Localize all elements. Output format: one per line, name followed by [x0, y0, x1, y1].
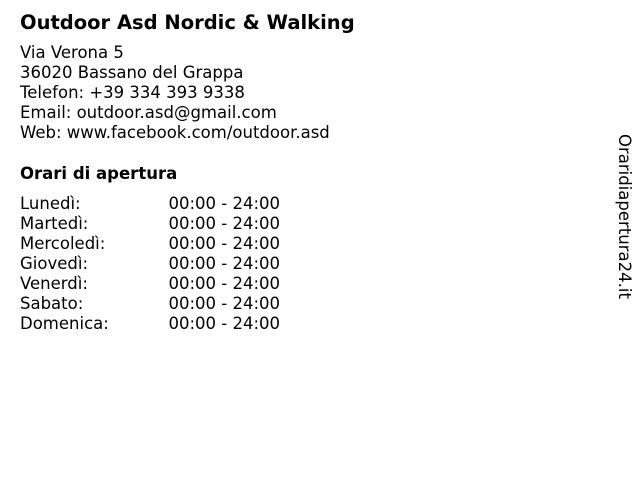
hours-row-monday	[20, 194, 280, 214]
hours-row-sunday	[20, 314, 280, 334]
hours-row-saturday	[20, 294, 280, 314]
time-range: 00:00 - 24:00	[168, 314, 280, 333]
hours-heading: Orari di apertura	[20, 164, 178, 183]
day-label: Lunedì:	[20, 194, 81, 213]
day-label: Sabato:	[20, 294, 84, 313]
day-label: Venerdì:	[20, 274, 88, 293]
web-line: Web: www.facebook.com/outdoor.asd	[20, 123, 330, 142]
hours-row-friday	[20, 274, 280, 294]
email-line: Email: outdoor.asd@gmail.com	[20, 103, 277, 122]
contact-block	[20, 43, 330, 143]
day-label: Domenica:	[20, 314, 109, 333]
street-address: Via Verona 5	[20, 43, 124, 62]
hours-row-tuesday	[20, 214, 280, 234]
day-label: Mercoledì:	[20, 234, 106, 253]
time-range: 00:00 - 24:00	[168, 274, 280, 293]
day-label: Martedì:	[20, 214, 89, 233]
day-label: Giovedì:	[20, 254, 88, 273]
hours-table	[20, 194, 280, 334]
brand-watermark	[612, 134, 636, 310]
time-range: 00:00 - 24:00	[168, 214, 280, 233]
hours-row-wednesday	[20, 234, 280, 254]
time-range: 00:00 - 24:00	[168, 254, 280, 273]
city-line: 36020 Bassano del Grappa	[20, 63, 244, 82]
business-name: Outdoor Asd Nordic & Walking	[20, 11, 355, 34]
time-range: 00:00 - 24:00	[168, 194, 280, 213]
brand-text: Oraridiapertura24.it	[615, 134, 634, 299]
time-range: 00:00 - 24:00	[168, 234, 280, 253]
time-range: 00:00 - 24:00	[168, 294, 280, 313]
hours-row-thursday	[20, 254, 280, 274]
phone-line: Telefon: +39 334 393 9338	[20, 83, 245, 102]
